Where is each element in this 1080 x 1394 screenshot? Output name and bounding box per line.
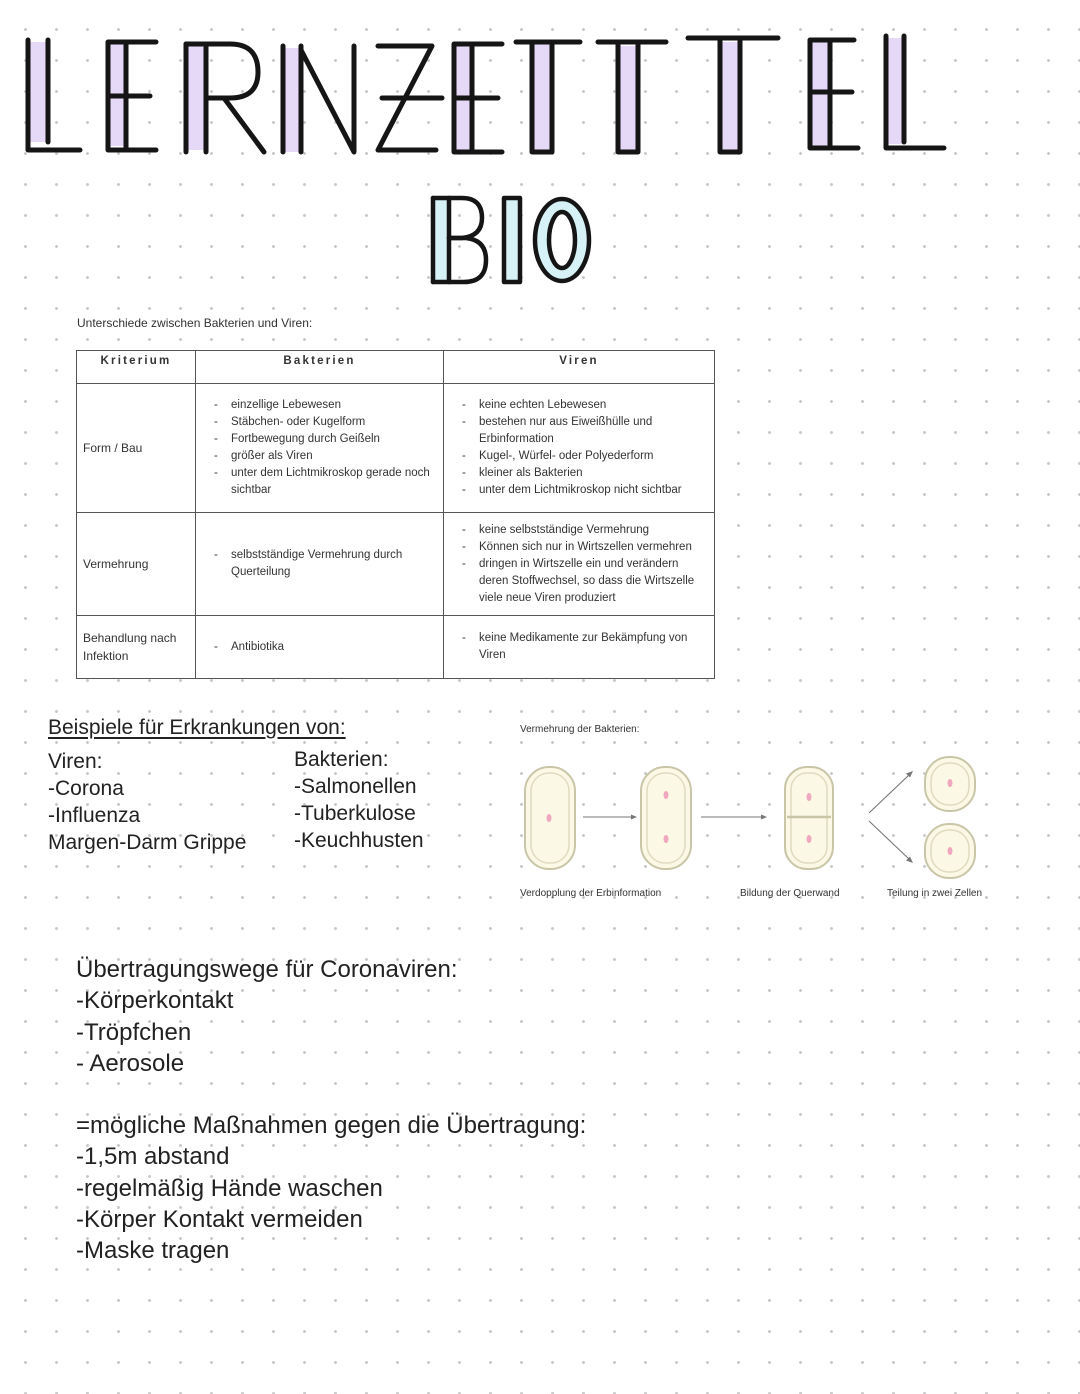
cell-viren [444, 384, 715, 513]
list-item: - Antibiotika [214, 639, 437, 656]
table-row-vermehrung [77, 513, 715, 616]
title-letter-n [283, 46, 354, 152]
list-item: -1,5m abstand [76, 1143, 230, 1171]
subject-letter-i [504, 198, 520, 282]
subject-letter-b [433, 198, 486, 282]
bacteria-division-diagram [515, 755, 985, 880]
examples-bakterien-label: Bakterien: [294, 748, 389, 771]
bakterien-list [196, 547, 443, 581]
diagram-caption: Verdopplung der Erbinformation [520, 888, 662, 899]
list-item: - selbstständige Vermehrung durch Querteilung [214, 547, 437, 581]
title-letter-l [28, 40, 80, 150]
arrow-up-right-icon [869, 771, 913, 813]
examples-viren [48, 748, 246, 856]
examples-viren-label: Viren: [48, 750, 103, 773]
diagram-caption: Teilung in zwei Zellen [887, 888, 983, 899]
list-item: -Tuberkulose [294, 802, 416, 825]
list-item: - kleiner als Bakterien [462, 465, 708, 482]
list-item: - Stäbchen- oder Kugelform [214, 414, 437, 431]
table-row-form-bau [77, 384, 715, 513]
header-bakterien: Bakterien [196, 351, 444, 384]
cell-bakterien [196, 616, 444, 679]
arrow-down-right-icon [869, 821, 913, 863]
list-item: -Körper Kontakt vermeiden [76, 1205, 363, 1233]
list-item: -Salmonellen [294, 775, 417, 798]
title-letter-e [108, 42, 156, 150]
bacterium-cell-icon [925, 824, 975, 878]
list-item: - größer als Viren [214, 448, 437, 465]
measures-heading: =mögliche Maßnahmen gegen die Übertragung: [76, 1112, 587, 1139]
list-item: - Kugel-, Würfel- oder Polyederform [462, 448, 708, 465]
cell-viren [444, 513, 715, 616]
list-item: Margen-Darm Grippe [48, 831, 247, 854]
header-viren: Viren [444, 351, 715, 384]
viren-list [444, 522, 714, 607]
list-item: - Fortbewegung durch Geißeln [214, 431, 437, 448]
list-item: -Maske tragen [76, 1237, 230, 1265]
cell-bakterien [196, 384, 444, 513]
list-item: - dringen in Wirtszelle ein und verändern deren Stoffwechsel, so dass die Wirtszelle viele neue Viren produziert [462, 556, 708, 607]
examples-heading: Beispiele für Erkrankungen von: [48, 716, 346, 739]
title-letter-l2 [886, 36, 944, 148]
title-letter-t2 [598, 42, 666, 152]
list-item: - keine Medikamente zur Bekämpfung von Viren [462, 630, 708, 664]
table-row-behandlung [77, 616, 715, 679]
cell-kriterium: Form / Bau [77, 384, 196, 513]
list-item: - keine echten Lebewesen [462, 397, 708, 414]
viren-list [444, 630, 714, 664]
table-header-row [77, 351, 715, 384]
title-letter-r [186, 44, 264, 152]
examples-bakterien [294, 746, 424, 854]
page-title [18, 28, 958, 158]
diagram-caption: Bildung der Querwand [740, 888, 840, 899]
list-item: - Aerosole [76, 1049, 185, 1077]
viren-list [444, 397, 714, 499]
cell-viren [444, 616, 715, 679]
cell-bakterien [196, 513, 444, 616]
list-item: -Keuchhusten [294, 829, 424, 852]
list-item: - einzellige Lebewesen [214, 397, 437, 414]
transmission-section [76, 954, 458, 1079]
subject-title [424, 192, 596, 288]
list-item: -Influenza [48, 804, 141, 827]
list-item: - unter dem Lichtmikroskop gerade noch sichtbar [214, 465, 437, 499]
measures-section [76, 1110, 586, 1266]
list-item: - bestehen nur aus Eiweißhülle und Erbinformation [462, 414, 708, 448]
cell-kriterium: Vermehrung [77, 513, 196, 616]
title-letter-e3 [810, 40, 858, 148]
list-item: -Corona [48, 777, 124, 800]
list-item: - unter dem Lichtmikroskop nicht sichtbar [462, 482, 708, 499]
list-item: - Können sich nur in Wirtszellen vermehren [462, 539, 708, 556]
list-item: -Tröpfchen [76, 1018, 192, 1046]
comparison-table [76, 350, 715, 679]
bacterium-cell-icon [785, 767, 833, 869]
title-letter-t [516, 42, 580, 152]
arrow-right-icon [701, 815, 767, 820]
list-item: -regelmäßig Hände waschen [76, 1174, 383, 1202]
bacterium-cell-icon [525, 767, 575, 869]
transmission-heading: Übertragungswege für Coronaviren: [76, 956, 458, 983]
diagram-title: Vermehrung der Bakterien: [520, 724, 640, 735]
table-caption: Unterschiede zwischen Bakterien und Viren: [77, 316, 313, 330]
title-letter-e2 [454, 44, 502, 152]
arrow-right-icon [583, 815, 637, 820]
bakterien-list [196, 397, 443, 499]
subject-letter-o [535, 199, 589, 281]
list-item: -Körperkontakt [76, 987, 234, 1015]
title-letter-t3 [688, 38, 778, 152]
cell-kriterium: Behandlung nach Infektion [77, 616, 196, 679]
title-letter-z [378, 46, 442, 150]
bacterium-cell-icon [925, 757, 975, 811]
bacterium-cell-icon [641, 767, 691, 869]
list-item: - keine selbstständige Vermehrung [462, 522, 708, 539]
header-kriterium: Kriterium [77, 351, 196, 384]
bakterien-list [196, 639, 443, 656]
